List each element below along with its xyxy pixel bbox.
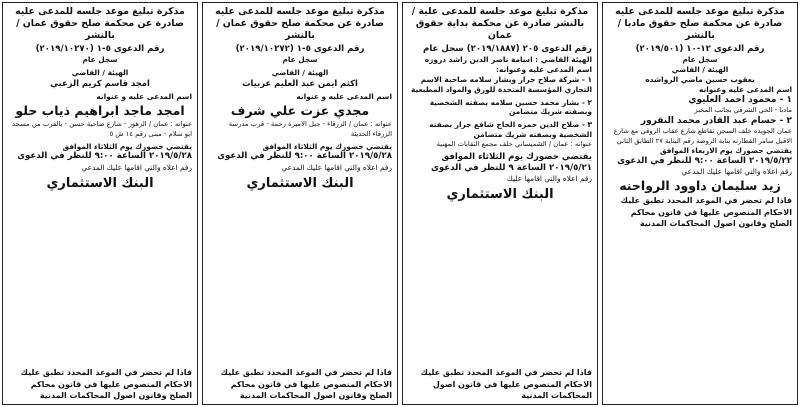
warning-text: فاذا لم تحضر في الموعد المحدد تطبق عليك الاحكام المنصوص عليها في قانون اصول المحاكمات المدنية	[420, 368, 592, 401]
hearing-day: يقتضي حضورك يوم الثلاثاء الموافق	[62, 141, 192, 151]
defendant-2: ٢ - بشار محمد حسين سلامه بصفته الشخصية وبصفته شريك متضامن	[429, 97, 592, 117]
case-number: رقم الدعوى ٢٠٥ (٢٠١٩/١٨٨٧) سجل عام	[423, 44, 592, 55]
notice-heading: مذكرة تبليغ موعد جلسه للمدعى عليه صادرة عن محكمة صلح حقوق عمان / بالنشر	[15, 6, 185, 42]
court-notice-amman-first-instance	[402, 2, 598, 405]
notice-heading: مذكرة تبليغ موعد جلسة للمدعى علية /بالنشر صادرة عن محكمة بداية حقوق عمان	[411, 6, 589, 42]
defendant-label: اسم المدعى عليه و عنوانه	[96, 92, 192, 102]
defendant-address: عنوانه : عمان / الزهور - شارع ضاحية حسن - بالقرب من مسجد ابو سلام - مبنى رقم ١٤ ش ٥	[12, 120, 192, 138]
judge-name: يعقوب حسين ماضي الرواشده	[645, 74, 755, 84]
claimant-name: البنك الاستثماري	[246, 175, 354, 191]
defendant-3: ٣ - صلاح الدين حمزه الحاج شافع جرار بصفته الشخصية وبصفته شريك متضامن	[429, 120, 592, 139]
registry: سجل عام	[82, 55, 118, 65]
hearing-date-time: ٢٠١٩/٥/٢٨ الساعة ٩:٠٠ للنظر في الدعوى	[217, 151, 392, 162]
hearing-day: يقتضي حضورك يوم الاربعاء الموافق	[660, 145, 792, 155]
claimant-name: البنك الاستثماري	[446, 187, 554, 203]
claimant-intro: رقم اعلاه والتي اقامها عليك	[506, 174, 592, 184]
hearing-date-time: ٢٠١٩/٥/٢١ الساعة ٩ للنظر في الدعوى	[431, 163, 592, 174]
notice-heading: مذكرة تبليغ موعد جلسه للمدعى عليه صادرة عن محكمة صلح حقوق مادبا / بالنشر	[615, 6, 785, 42]
warning-text: فاذا لم تحضر في الموعد المحدد تطبق عليك الاحكام المنصوص عليها في قانون محاكم الصلح وقانون اصول المحاكمات المدنية	[620, 196, 792, 229]
defendant-label: اسم المدعى عليه وعنوانه:	[496, 65, 592, 75]
notice-heading: مذكرة تبليغ موعد جلسه للمدعى عليه صادرة عن محكمة صلح حقوق عمان / بالنشر	[215, 6, 385, 42]
warning-text: فاذا لم تحضر في الموعد المحدد تطبق عليك الاحكام المنصوص عليها في قانون محاكم الصلح وقانون اصول المحاكمات المدنية	[20, 368, 192, 401]
defendant-1: ١ - محمود احمد العليوي	[688, 94, 792, 105]
defendant-1: ١ - شركة صلاح جرار وبشار سلامه صاحبة الاسم التجاري المؤسسة المتحدة للورق والمواد المطبعية	[411, 74, 592, 94]
case-number: رقم الدعوى ٥-١ (٢٠١٩/١٠٢٧٠)	[35, 44, 165, 55]
judge-label: الهيئة / القاضي	[71, 68, 129, 78]
defendant-2-address: عمان الجويده خلف السجن تقاطع شارع عقاب الروقي مع شارع الاقبل سامر القطارنه بناية الروضة رقم البناية ٢٧ الطابق الثاني	[613, 127, 792, 145]
hearing-day: يقتضي حضورك يوم الثلاثاء الموافق	[262, 141, 392, 151]
defendant-2: ٢ - حسام عبد القادر محمد النقرور	[640, 115, 792, 126]
claimant-name: زيد سليمان داوود الرواحنه	[619, 177, 781, 193]
hearing-date-time: ٢٠١٩/٥/٢٨ الساعة ٩:٠٠ للنظر في الدعوى	[17, 151, 192, 162]
court-notice-amman-magistrate-b	[2, 2, 198, 405]
court-notice-amman-magistrate-a	[202, 2, 398, 405]
defendant-label: اسم المدعى عليه وعنوانه	[698, 84, 792, 94]
judge-label: الهيئة / القاضي	[271, 68, 329, 78]
hearing-day: يقتضي حضورك يوم الثلاثاء الموافق	[441, 151, 592, 162]
judge-label: الهيئة / القاضي	[671, 65, 729, 75]
court-notice-madaba	[602, 2, 798, 405]
defendant-1-address: مادبا - الحي الشرقي بجانب المخبز	[694, 106, 792, 115]
registry: سجل عام	[282, 55, 318, 65]
defendant-address: عنوانه : عمان / الشميساني خلف مجمع النقابات المهنية	[436, 139, 592, 148]
claimant-name: البنك الاستثماري	[46, 175, 154, 191]
case-number: رقم الدعوى ١٢-١٠ (٢٠١٩/٥٠١)	[635, 44, 765, 55]
defendant-label: اسم المدعى عليه و عنوانه	[296, 92, 392, 102]
registry: سجل عام	[682, 55, 718, 65]
claimant-intro: رقم اعلاه والتي اقامها عليك المدعي	[81, 162, 192, 172]
defendant-address: عنوانه : عمان / الزرقاء - جبل الاميرة رحمة - قرب مدرسة الزرقاء الحديثة	[228, 120, 392, 138]
claimant-intro: رقم اعلاه والتي اقامها عليك المدعي	[281, 162, 392, 172]
judge-name: امجد قاسم كريم الزعبي	[50, 77, 150, 88]
case-number: رقم الدعوى ٥-١ (٢٠١٩/١٠٢٧٢)	[235, 44, 365, 55]
warning-text: فاذا لم تحضر في الموعد المحدد تطبق عليك الاحكام المنصوص عليها في قانون محاكم الصلح وقانون اصول المحاكمات المدنية	[220, 368, 392, 401]
judge-name: اكثم ايمن عبد العليم عربيات	[242, 77, 358, 88]
hearing-date-time: ٢٠١٩/٥/٢٢ الساعة ٩:٠٠ للنظر في الدعوى	[617, 155, 792, 166]
defendant-name: مجدي عزت علي شرف	[230, 102, 370, 118]
claimant-intro: رقم اعلاه والتي اقامها عليك المدعي	[681, 166, 792, 176]
defendant-name: امجد ماجد ابراهيم ذياب حلو	[15, 102, 185, 118]
judge-line: الهيئة القاضي : اسامة ناصر الدين راشد دروزه	[424, 55, 592, 65]
